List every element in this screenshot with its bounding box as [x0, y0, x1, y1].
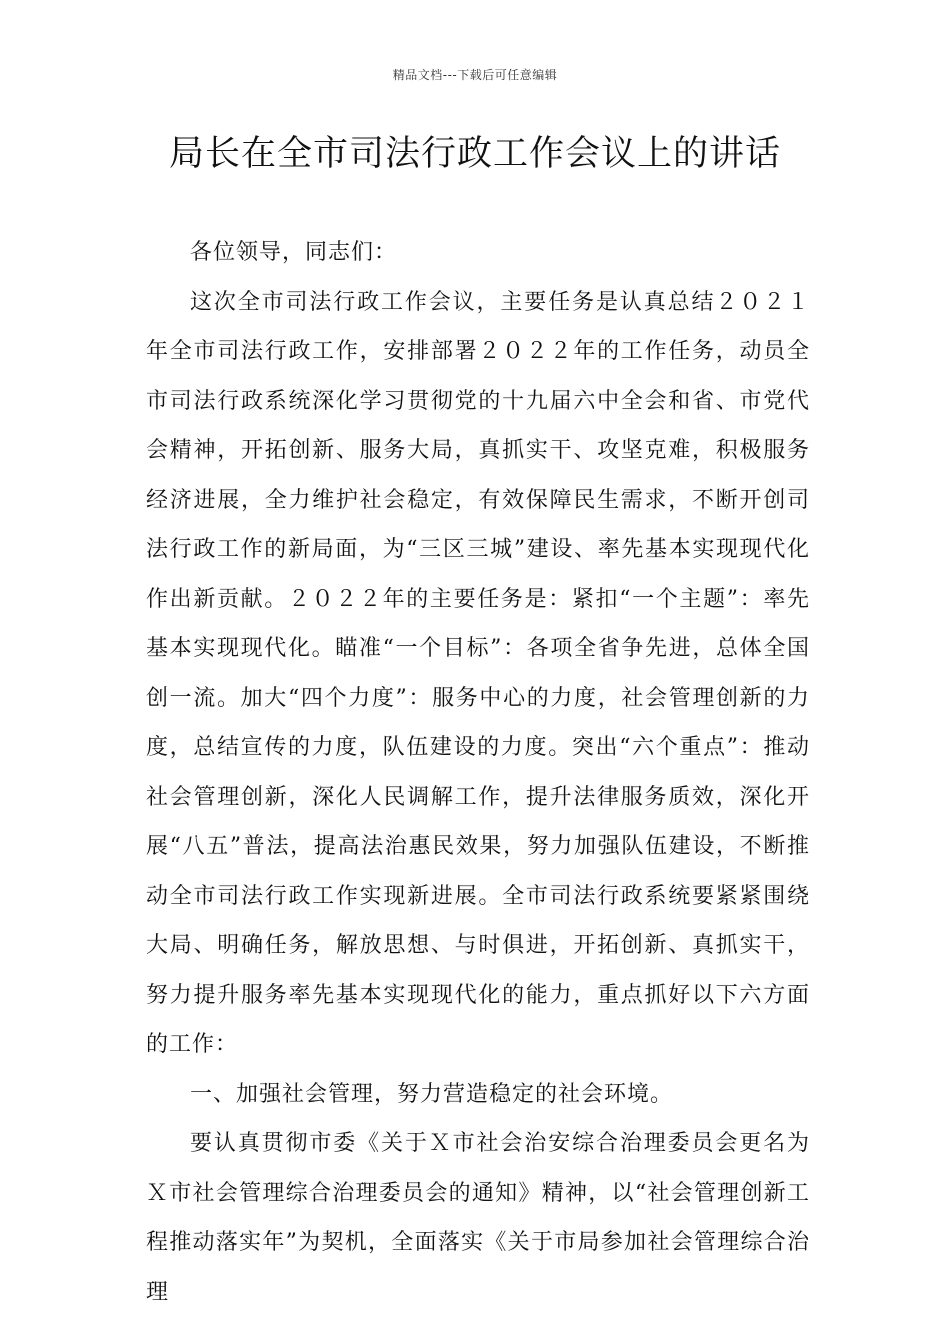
document-body: [146, 228, 810, 1317]
section-heading-paragraph: 一、加强社会管理，努力营造稳定的社会环境。: [190, 1081, 674, 1107]
salutation-paragraph: 各位领导，同志们：: [190, 240, 398, 265]
document-title: 局长在全市司法行政工作会议上的讲话: [168, 134, 781, 174]
section-body-paragraph: 要认真贯彻市委《关于Ｘ市社会治安综合治理委员会更名为Ｘ市社会管理综合治理委员会的通知》精神，以“社会管理创新工程推动落实年”为契机，全面落实《关于市局参加社会管理综合治理: [146, 1131, 810, 1305]
header-note: 精品文档---下载后可任意编辑: [392, 68, 558, 82]
intro-paragraph: 这次全市司法行政工作会议，主要任务是认真总结２０２１年全市司法行政工作，安排部署２０２２年的工作任务，动员全市司法行政系统深化学习贯彻党的十九届六中全会和省、市党代会精神，开拓创新、服务大局，真抓实干、攻坚克难，积极服务经济进展，全力维护社会稳定，有效保障民生需求，不断开创司法行政工作的新局面，为“三区三城”建设、率先基本实现现代化作出新贡献。２０２２年的主要任务是：紧扣“一个主题”：率先基本实现现代化。瞄准“一个目标”：各项全省争先进，总体全国创一流。加大“四个力度”：服务中心的力度，社会管理创新的力度，总结宣传的力度，队伍建设的力度。突出“六个重点”：推动社会管理创新，深化人民调解工作，提升法律服务质效，深化开展“八五”普法，提高法治惠民效果，努力加强队伍建设，不断推动全市司法行政工作实现新进展。全市司法行政系统要紧紧围绕大局、明确任务，解放思想、与时俱进，开拓创新、真抓实干，努力提升服务率先基本实现现代化的能力，重点抓好以下六方面的工作：: [146, 289, 810, 1057]
